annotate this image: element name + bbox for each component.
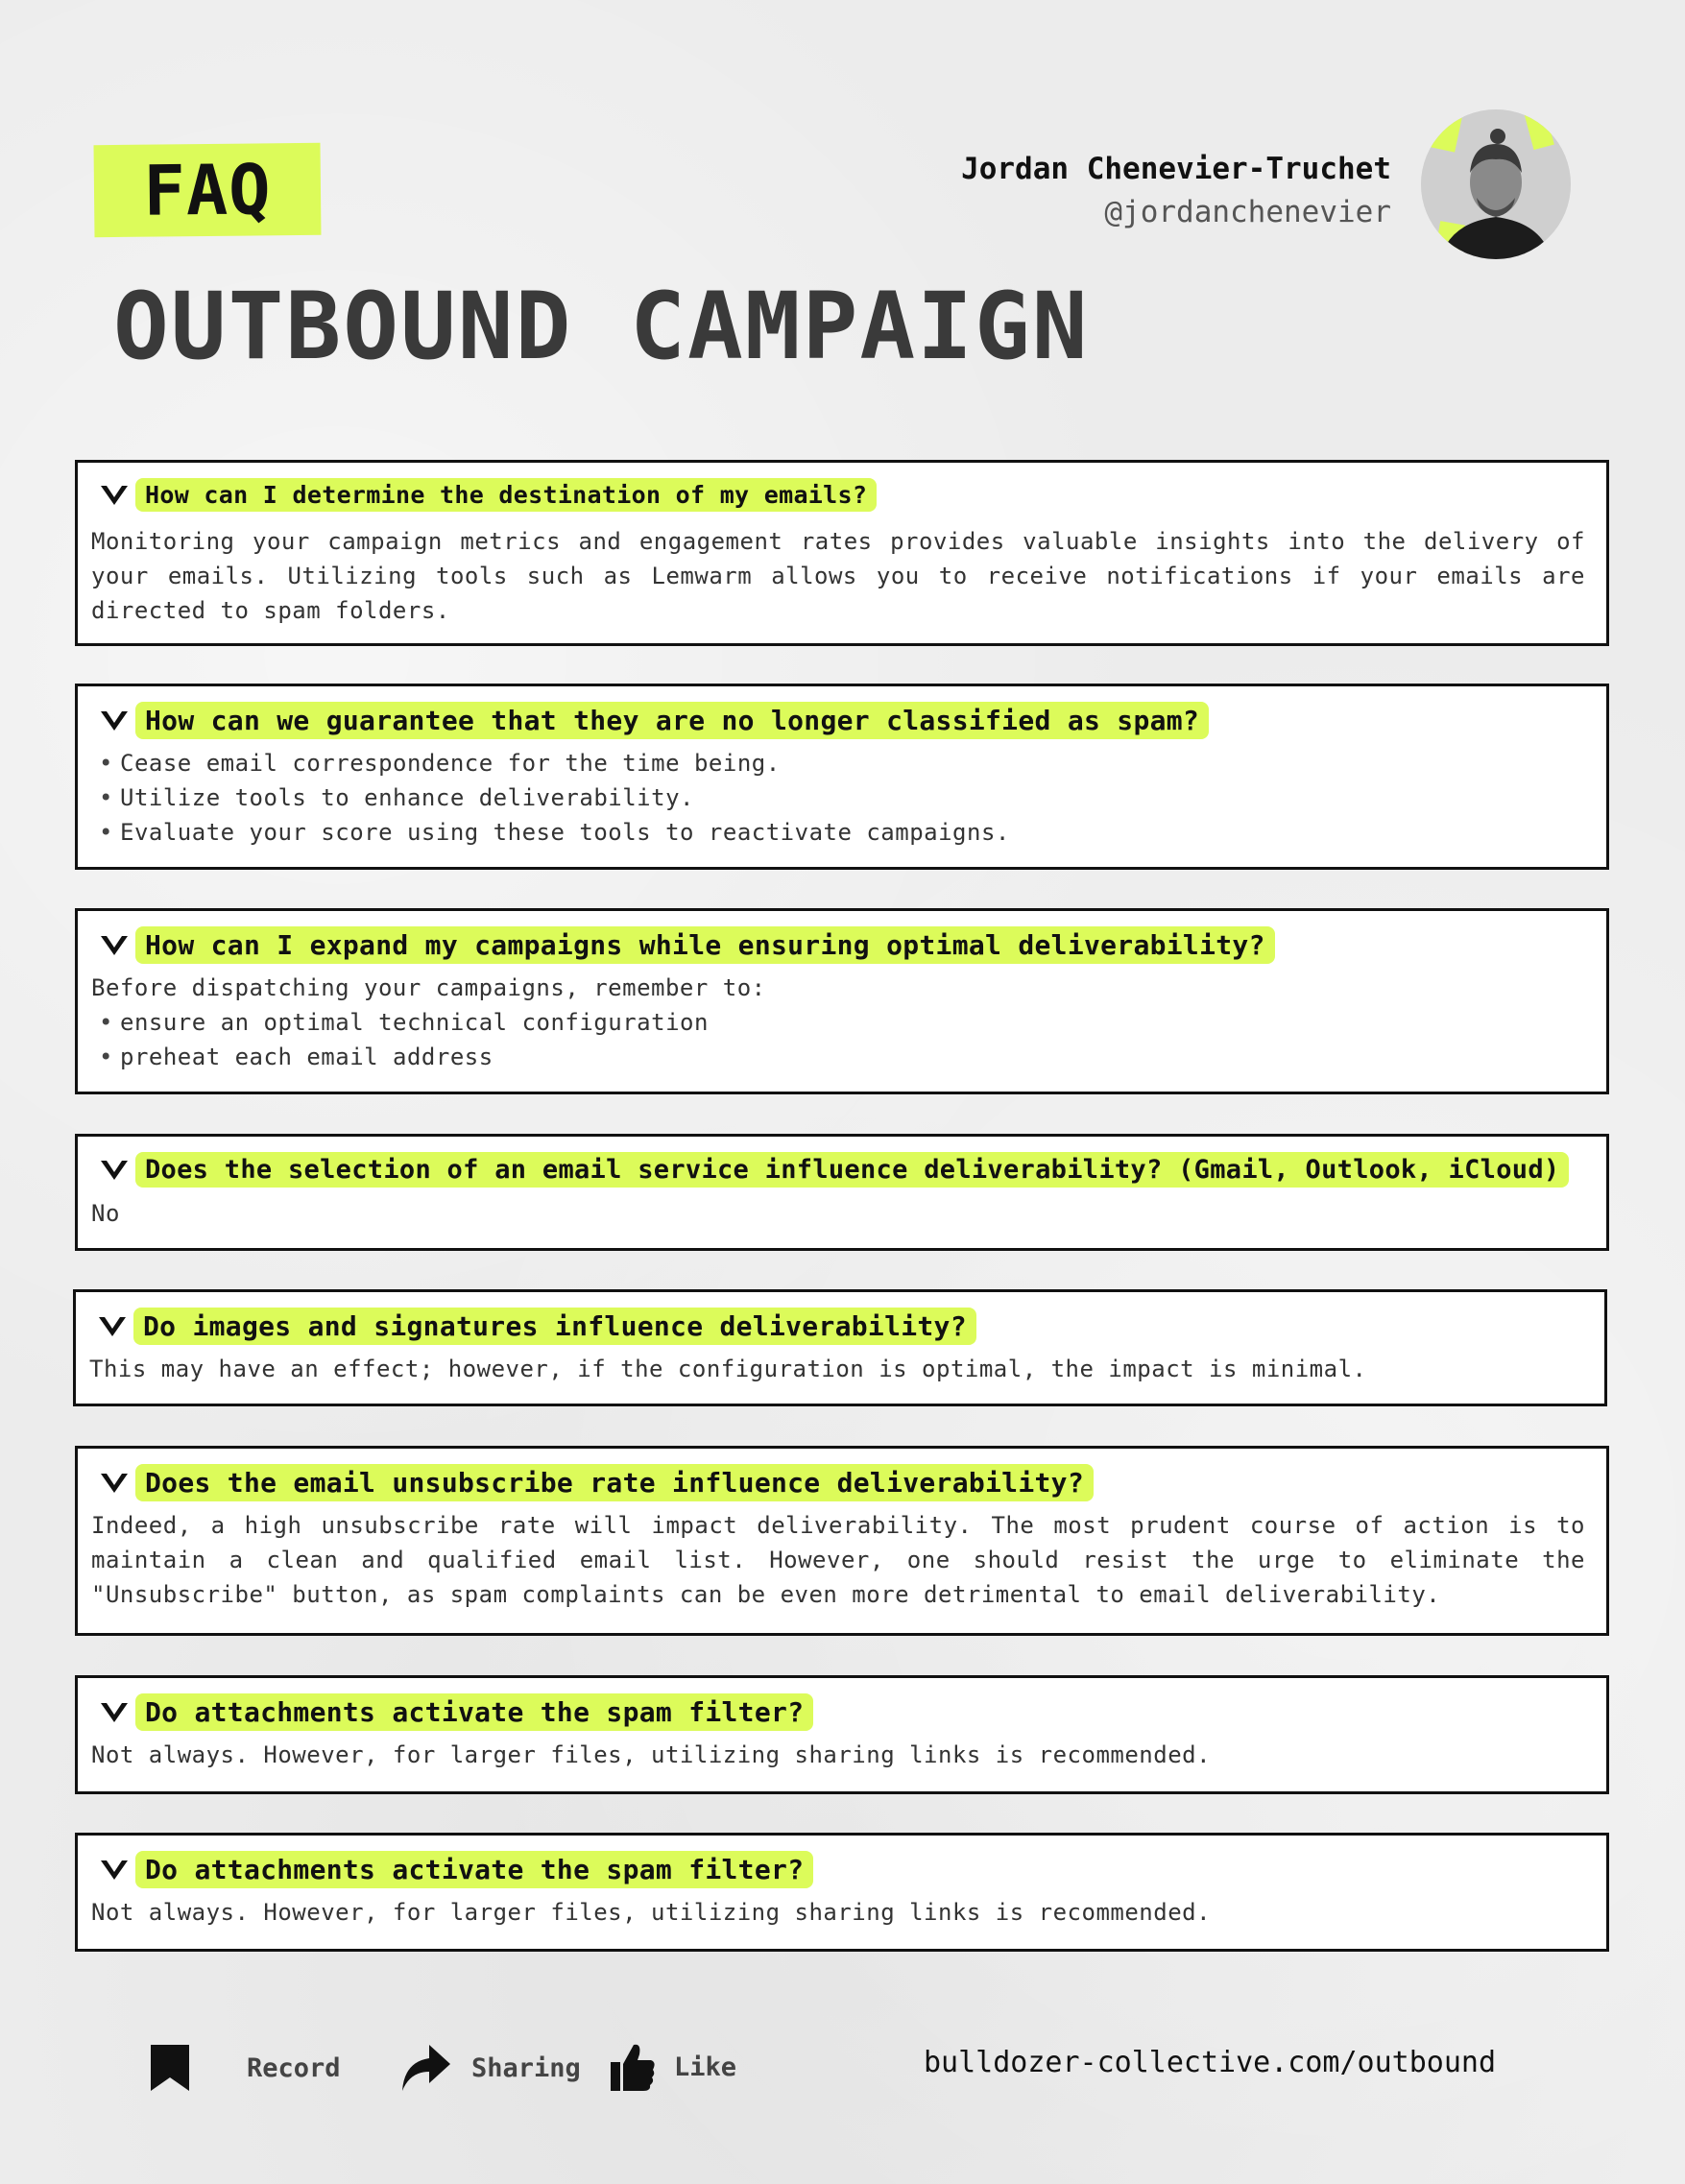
page-title: OUTBOUND CAMPAIGN [113, 273, 1090, 380]
chevron-down-icon[interactable] [99, 708, 130, 734]
sharing-label: Sharing [471, 2052, 581, 2083]
author-name: Jordan Chenevier-Truchet [961, 152, 1391, 186]
faq-question: Does the email unsubscribe rate influence deliverability? [135, 1464, 1094, 1501]
record-button[interactable] [149, 2043, 341, 2093]
faq-item [75, 1446, 1609, 1636]
faq-tag: FAQ [94, 143, 322, 237]
faq-answer: No [91, 1200, 120, 1227]
footer-url[interactable]: bulldozer-collective.com/outbound [924, 2046, 1497, 2079]
share-icon [398, 2043, 452, 2093]
faq-item [75, 684, 1609, 870]
faq-question-row[interactable] [99, 702, 1209, 739]
faq-question-row[interactable] [99, 1464, 1094, 1501]
chevron-down-icon[interactable] [99, 482, 130, 509]
faq-item [75, 1134, 1609, 1251]
faq-answer [91, 971, 1585, 1074]
faq-question: Do images and signatures influence deliverability? [133, 1308, 976, 1345]
faq-answer: Not always. However, for larger files, utilizing sharing links is recommended. [91, 1899, 1212, 1926]
faq-question: Does the selection of an email service influence deliverability? (Gmail, Outlook, iCloud) [135, 1152, 1569, 1188]
faq-bullet-list [91, 746, 1585, 850]
list-item: • Utilize tools to enhance deliverability. [91, 780, 1585, 815]
avatar [1421, 109, 1571, 259]
chevron-down-icon[interactable] [99, 932, 130, 959]
faq-question: How can I expand my campaigns while ensuring optimal deliverability? [135, 926, 1275, 964]
list-item: • Cease email correspondence for the time being. [91, 746, 1585, 780]
thumbs-up-icon [609, 2041, 657, 2093]
chevron-down-icon[interactable] [97, 1313, 128, 1340]
faq-question-row[interactable] [99, 478, 877, 512]
faq-item [75, 1833, 1609, 1952]
faq-question: Do attachments activate the spam filter? [135, 1851, 813, 1888]
list-item: • Evaluate your score using these tools to reactivate campaigns. [91, 815, 1585, 850]
faq-question-row[interactable] [99, 1851, 813, 1888]
faq-answer: Indeed, a high unsubscribe rate will impact deliverability. The most prudent course of action is to maintain a clean and qualified email list. However, one should resist the urge to eliminate the "Unsubscribe" button, as spam complaints can be even more detrimental to email deliverability. [91, 1512, 1585, 1608]
list-item: • preheat each email address [91, 1040, 1585, 1074]
faq-answer-intro: Before dispatching your campaigns, remember to: [91, 974, 766, 1001]
faq-bullet-list [91, 1005, 1585, 1074]
faq-answer: This may have an effect; however, if the configuration is optimal, the impact is minimal. [89, 1356, 1367, 1382]
faq-question: Do attachments activate the spam filter? [135, 1693, 813, 1731]
sharing-button[interactable] [398, 2043, 581, 2093]
record-label: Record [247, 2052, 341, 2083]
faq-answer: Not always. However, for larger files, utilizing sharing links is recommended. [91, 1741, 1212, 1768]
chevron-down-icon[interactable] [99, 1157, 130, 1184]
faq-question-row[interactable] [99, 926, 1275, 964]
faq-item [75, 1675, 1609, 1794]
faq-question: How can we guarantee that they are no longer classified as spam? [135, 702, 1209, 739]
faq-question-row[interactable] [99, 1693, 813, 1731]
faq-question-row[interactable] [97, 1308, 976, 1345]
faq-question-row[interactable] [99, 1152, 1569, 1188]
like-label: Like [674, 2052, 737, 2082]
chevron-down-icon[interactable] [99, 1699, 130, 1726]
chevron-down-icon[interactable] [99, 1470, 130, 1497]
chevron-down-icon[interactable] [99, 1857, 130, 1884]
author-handle[interactable]: @jordanchenevier [1104, 195, 1391, 229]
faq-question: How can I determine the destination of my emails? [135, 478, 877, 512]
faq-answer: Monitoring your campaign metrics and engagement rates provides valuable insights into the delivery of your emails. Utilizing tools such as Lemwarm allows you to receive notifications if your emails are directed to spam folders. [91, 528, 1585, 624]
like-button[interactable] [609, 2041, 736, 2093]
bookmark-icon [149, 2043, 191, 2093]
list-item: • ensure an optimal technical configuration [91, 1005, 1585, 1040]
faq-item [75, 460, 1609, 646]
faq-item [75, 908, 1609, 1094]
faq-item [73, 1289, 1607, 1406]
